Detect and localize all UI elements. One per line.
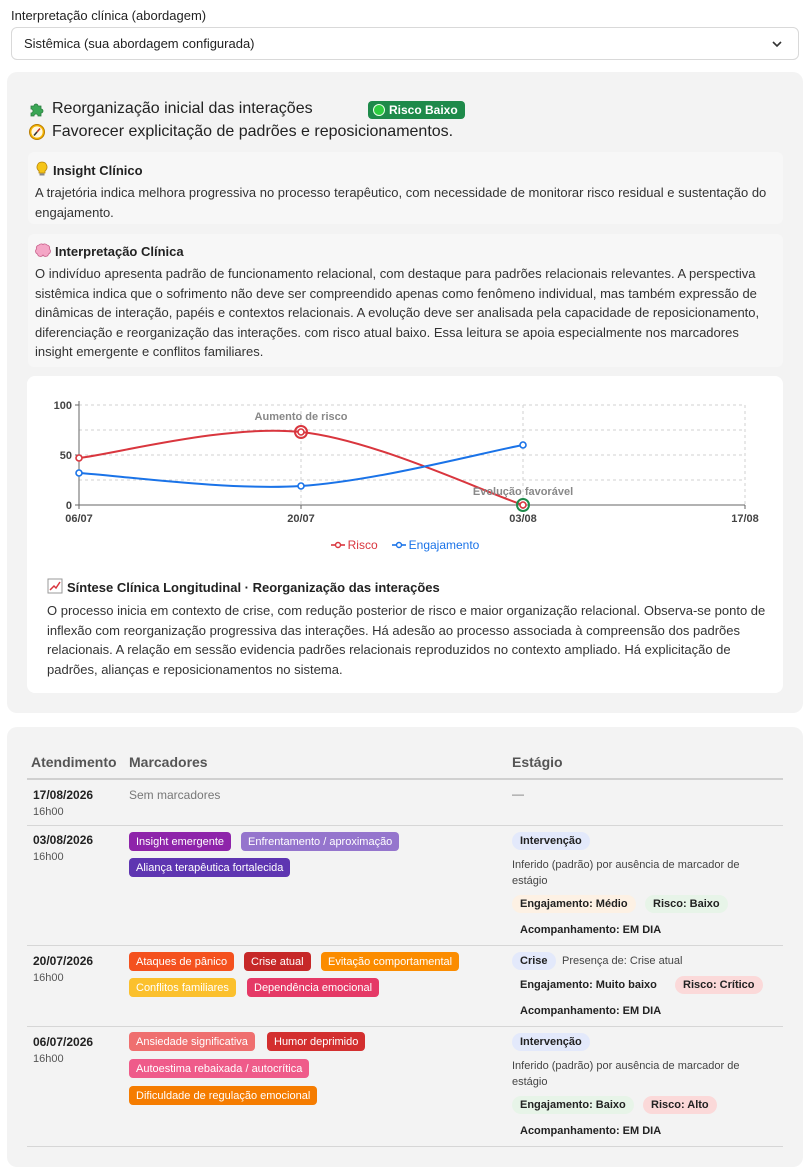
marker-tag: Humor deprimido: [267, 1032, 365, 1051]
brain-icon: [35, 243, 51, 260]
marker-tag: Autoestima rebaixada / autocrítica: [129, 1059, 309, 1078]
risk-pill: Risco: Crítico: [675, 976, 763, 994]
engagement-pill: Engajamento: Baixo: [512, 1096, 634, 1114]
green-circle-icon: [373, 104, 385, 116]
row-date: 06/07/2026: [33, 1035, 94, 1049]
marker-tag: Enfrentamento / aproximação: [241, 832, 399, 851]
puzzle-icon: [28, 100, 46, 118]
lightbulb-icon: [35, 161, 49, 180]
interpretation-title-row: [35, 243, 776, 260]
header-stage: Estágio: [512, 754, 563, 770]
annotation-label: Aumento de risco: [254, 411, 348, 423]
legend-label: Risco: [347, 538, 378, 552]
stage-pill: Intervenção: [512, 1033, 590, 1051]
chart-legend: [27, 538, 783, 552]
summary-title-row: [28, 100, 313, 118]
data-point-risco: [298, 429, 304, 435]
data-point-engajamento: [76, 470, 82, 476]
x-tick-label: 20/07: [287, 513, 315, 525]
data-point-risco: [76, 455, 82, 461]
insight-title: Insight Clínico: [53, 163, 143, 178]
row-time: 16h00: [33, 972, 64, 984]
legend-item-risco[interactable]: [331, 538, 378, 552]
y-tick-label: 0: [65, 500, 72, 512]
stage-pill: Crise: [512, 952, 556, 970]
header-markers: Marcadores: [129, 754, 208, 770]
follow-up-pill: Acompanhamento: EM DIA: [520, 1125, 662, 1137]
summary-subtitle: Favorecer explicitação de padrões e reposicionamentos.: [52, 123, 454, 140]
synthesis-title: Síntese Clínica Longitudinal · Reorganização das interações: [67, 580, 440, 595]
row-date: 20/07/2026: [33, 954, 94, 968]
y-tick-label: 50: [59, 450, 72, 462]
summary-subtitle-row: [28, 123, 453, 141]
synthesis-text: O processo inicia em contexto de crise, com redução posterior de risco e maior organização relacional. Observa-se ponto de inflexão com reorganização progressiva das interações. Há adesão ao processo associada à compreensão dos padrões relacionais. A relação em sessão evidencia padrões relacionais reproduzidos no contexto ampliado. Há explicitação de padrões, alianças e reposicionamentos no sistema.: [47, 603, 766, 677]
x-tick-label: 17/08: [731, 513, 759, 525]
legend-swatch: [331, 541, 345, 549]
stage-note: Inferido (padrão) por ausência de marcador de estágio: [512, 1060, 740, 1088]
row-date: 03/08/2026: [33, 833, 94, 847]
stage-empty: —: [512, 787, 524, 801]
marker-tag: Insight emergente: [129, 832, 231, 851]
marker-tag: Evitação comportamental: [321, 952, 459, 971]
follow-up-pill: Acompanhamento: EM DIA: [520, 924, 662, 936]
stage-note: Inferido (padrão) por ausência de marcador de estágio: [512, 859, 740, 887]
row-divider: [27, 1146, 783, 1147]
row-date: 17/08/2026: [33, 788, 94, 802]
chart-card: [27, 376, 783, 693]
row-time: 16h00: [33, 851, 64, 863]
approach-label: Interpretação clínica (abordagem): [11, 8, 207, 23]
insight-panel: [28, 152, 783, 224]
legend-item-engajamento[interactable]: [392, 538, 480, 552]
insight-title-row: [35, 161, 776, 180]
marker-tag: Crise atual: [244, 952, 311, 971]
synthesis-block: [47, 578, 767, 679]
no-markers-text: Sem marcadores: [129, 788, 221, 802]
x-tick-label: 03/08: [509, 513, 537, 525]
marker-tag: Ataques de pânico: [129, 952, 234, 971]
row-divider: [27, 945, 783, 946]
stage-pill: Intervenção: [512, 832, 590, 850]
marker-tag: Dependência emocional: [247, 978, 379, 997]
risk-pill: Risco: Baixo: [645, 895, 728, 913]
engagement-pill: Engajamento: Médio: [512, 895, 636, 913]
risk-badge-label: Risco Baixo: [389, 103, 458, 117]
stage-note: Presença de: Crise atual: [562, 955, 683, 967]
interpretation-panel: [28, 234, 783, 367]
header-date: Atendimento: [31, 754, 117, 770]
approach-select-value: Sistêmica (sua abordagem configurada): [24, 36, 255, 51]
interpretation-text: O indivíduo apresenta padrão de funcionamento relacional, com destaque para padrões relacionais relevantes. A perspectiva sistêmica indica que o sofrimento não deve ser compreendido apenas como fenômeno individual, mas também expressão de dinâmicas de interação, papéis e contextos relacionais. A evolução deve ser analisada pela capacidade de reposicionamento, diferenciação e reorganização das interações. com risco atual baixo. Essa leitura se apoia especialmente nos marcadores insight emergente e conflitos familiares.: [35, 266, 760, 359]
marker-tag: Dificuldade de regulação emocional: [129, 1086, 317, 1105]
insight-text: A trajetória indica melhora progressiva no processo terapêutico, com necessidade de monitorar risco residual e sustentação do engajamento.: [35, 185, 767, 220]
legend-label: Engajamento: [408, 538, 480, 552]
chevron-down-icon: [770, 37, 784, 51]
marker-tag: Aliança terapêutica fortalecida: [129, 858, 290, 877]
interpretation-title: Interpretação Clínica: [55, 244, 184, 259]
data-point-engajamento: [298, 483, 304, 489]
data-point-risco: [520, 502, 526, 508]
row-time: 16h00: [33, 1053, 64, 1065]
approach-select[interactable]: [11, 27, 799, 60]
risk-badge: [368, 101, 465, 119]
synthesis-title-row: [47, 578, 767, 597]
marker-tag: Ansiedade significativa: [129, 1032, 255, 1051]
y-tick-label: 100: [53, 400, 72, 412]
row-divider: [27, 1026, 783, 1027]
follow-up-pill: Acompanhamento: EM DIA: [520, 1005, 662, 1017]
row-divider: [27, 825, 783, 826]
row-time: 16h00: [33, 806, 64, 818]
summary-title: Reorganização inicial das interações: [52, 100, 313, 117]
legend-swatch: [392, 541, 406, 549]
marker-tag: Conflitos familiares: [129, 978, 236, 997]
risk-pill: Risco: Alto: [643, 1096, 717, 1114]
chart-increasing-icon: [47, 578, 63, 597]
data-point-engajamento: [520, 442, 526, 448]
header-divider: [27, 778, 783, 780]
annotation-label: Evolução favorável: [472, 486, 574, 498]
x-tick-label: 06/07: [65, 513, 93, 525]
compass-icon: [28, 123, 46, 141]
engagement-pill: Engajamento: Muito baixo: [520, 979, 657, 991]
